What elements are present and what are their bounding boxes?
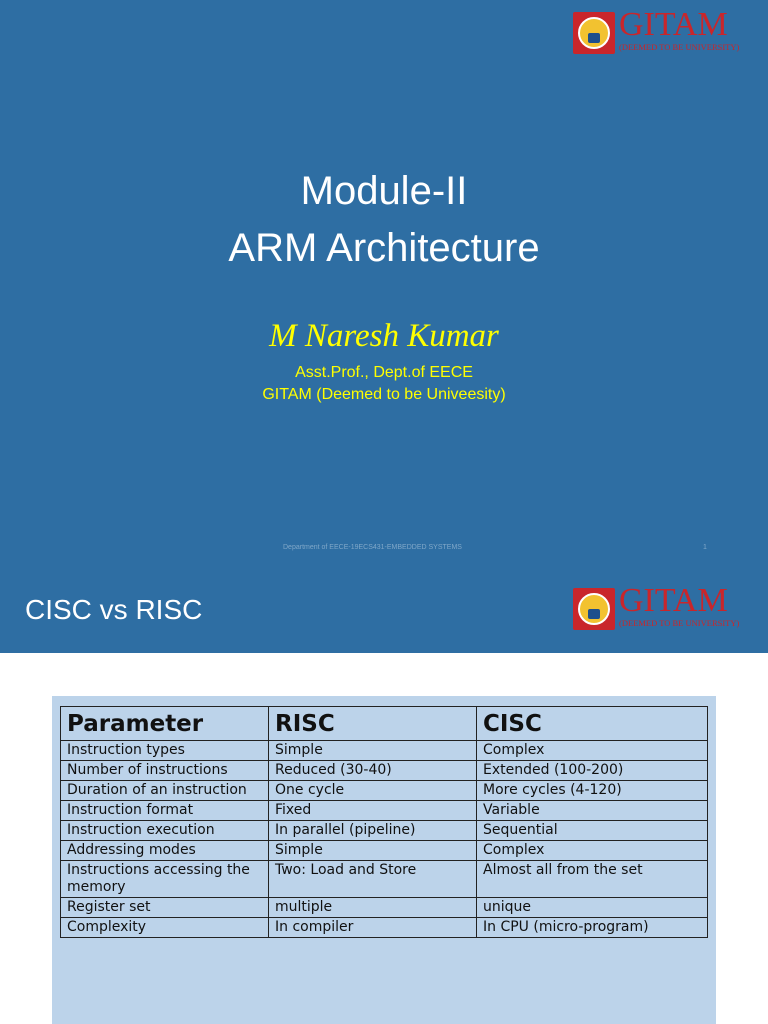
header-risc: RISC (269, 707, 477, 741)
slide-footer: Department of EECE-19ECS431-EMBEDDED SYSTEMS (283, 544, 462, 551)
cell-cisc: Sequential (477, 821, 708, 841)
gitam-emblem-icon (573, 588, 615, 630)
cell-cisc: In CPU (micro-program) (477, 918, 708, 938)
cell-risc: Simple (269, 741, 477, 761)
cell-risc: One cycle (269, 781, 477, 801)
slide-title-line2: ARM Architecture (228, 226, 540, 270)
cell-risc: In compiler (269, 918, 477, 938)
logo-brand: GITAM (619, 6, 728, 43)
cell-parameter: Complexity (61, 918, 269, 938)
cell-parameter: Instructions accessing the memory (61, 861, 269, 898)
cell-risc: In parallel (pipeline) (269, 821, 477, 841)
header-parameter: Parameter (61, 707, 269, 741)
cell-risc: Two: Load and Store (269, 861, 477, 898)
cell-risc: Fixed (269, 801, 477, 821)
comparison-table (60, 706, 708, 938)
cell-cisc: Complex (477, 741, 708, 761)
logo-tagline: (DEEMED TO BE UNIVERSITY) (619, 618, 740, 628)
comparison-table-image (52, 696, 716, 1024)
gitam-logo (573, 582, 753, 634)
cell-cisc: Extended (100-200) (477, 761, 708, 781)
table-header-row (61, 707, 708, 741)
gitam-logo (573, 6, 753, 58)
table-row (61, 861, 708, 898)
header-cisc: CISC (477, 707, 708, 741)
cell-parameter: Addressing modes (61, 841, 269, 861)
author-institution: GITAM (Deemed to be Univeesity) (262, 386, 506, 403)
cell-cisc: unique (477, 898, 708, 918)
cell-parameter: Duration of an instruction (61, 781, 269, 801)
logo-brand: GITAM (619, 582, 728, 619)
comparison-slide (0, 570, 768, 1024)
author-name: M Naresh Kumar (269, 318, 499, 354)
gitam-emblem-icon (573, 12, 615, 54)
table-row (61, 918, 708, 938)
cell-parameter: Instruction format (61, 801, 269, 821)
table-row (61, 781, 708, 801)
slide-title-line1: Module-II (300, 169, 468, 213)
cell-parameter: Instruction types (61, 741, 269, 761)
cell-cisc: More cycles (4-120) (477, 781, 708, 801)
cell-risc: Reduced (30-40) (269, 761, 477, 781)
table-row (61, 761, 708, 781)
table-row (61, 841, 708, 861)
cell-cisc: Complex (477, 841, 708, 861)
table-row (61, 741, 708, 761)
cell-cisc: Variable (477, 801, 708, 821)
slide-title: CISC vs RISC (25, 594, 203, 625)
author-designation: Asst.Prof., Dept.of EECE (295, 364, 473, 381)
cell-parameter: Instruction execution (61, 821, 269, 841)
cell-cisc: Almost all from the set (477, 861, 708, 898)
table-row (61, 821, 708, 841)
slide-header (0, 570, 768, 653)
table-row (61, 801, 708, 821)
page-number: 1 (703, 544, 707, 551)
cell-risc: multiple (269, 898, 477, 918)
cell-parameter: Number of instructions (61, 761, 269, 781)
logo-tagline: (DEEMED TO BE UNIVERSITY) (619, 42, 740, 52)
cell-parameter: Register set (61, 898, 269, 918)
table-row (61, 898, 708, 918)
cell-risc: Simple (269, 841, 477, 861)
